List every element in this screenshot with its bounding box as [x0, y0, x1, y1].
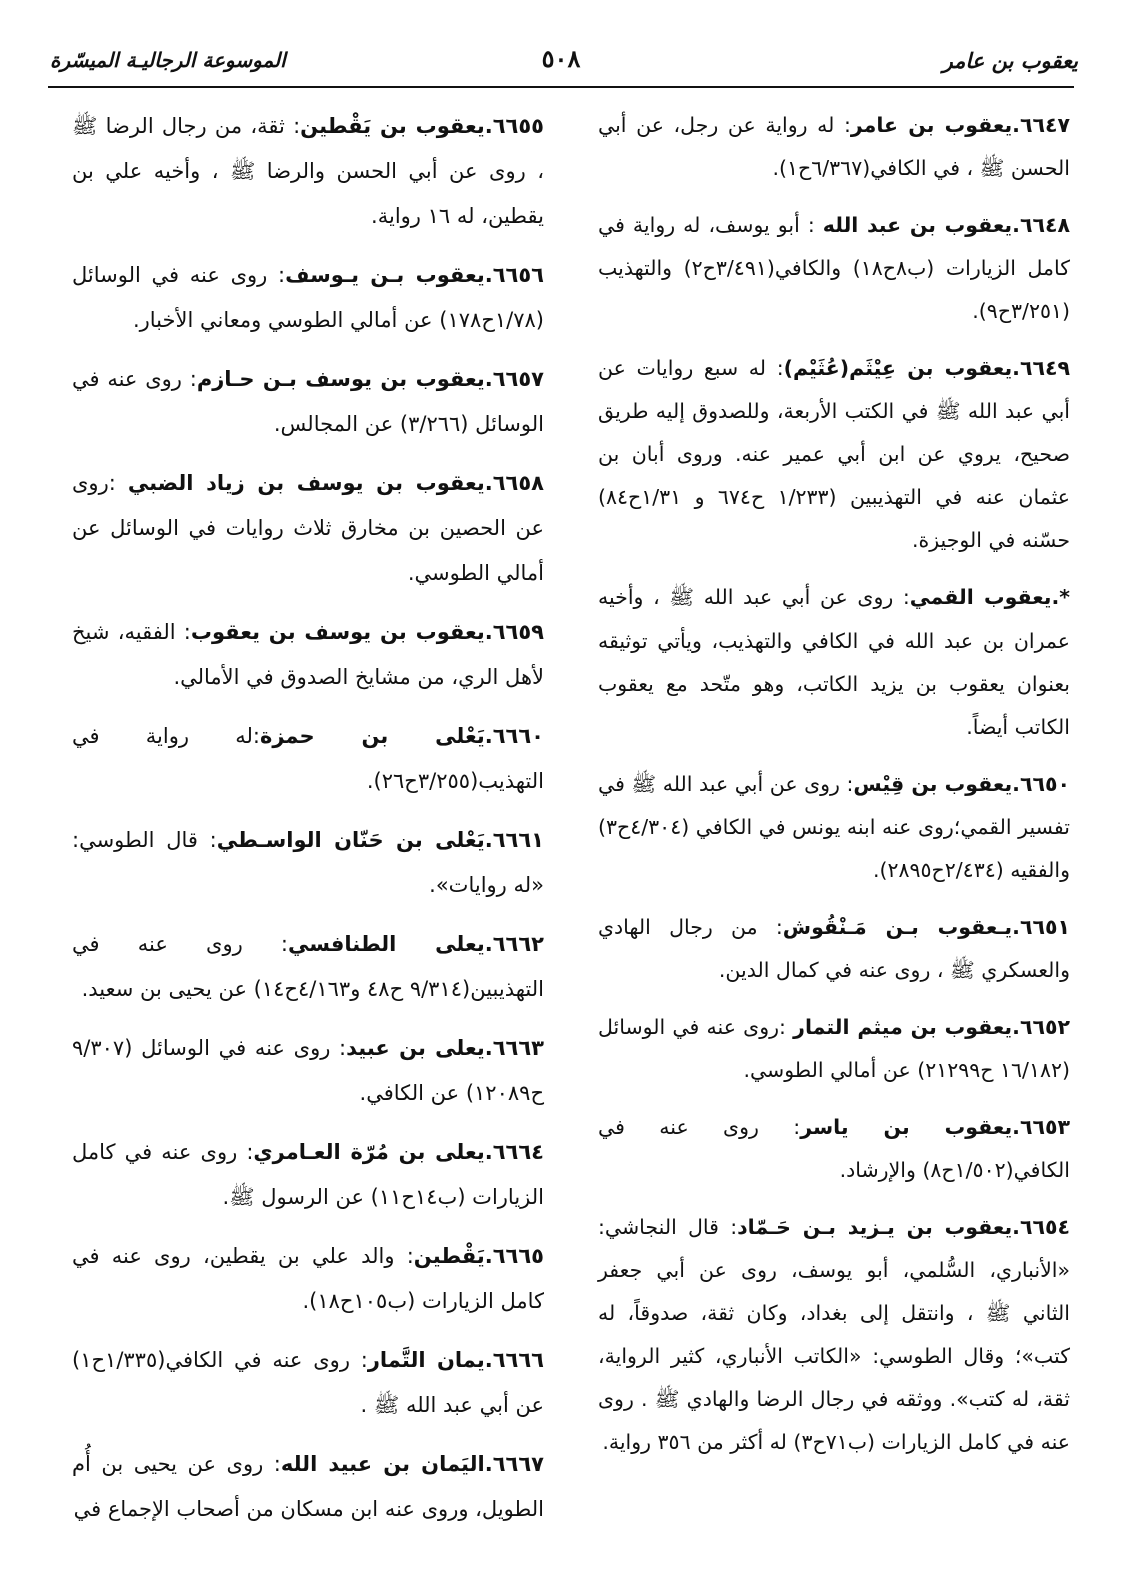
entry-text: : روى عنه في الوسائل (٩/٣٠٧ ح١٢٠٨٩) عن الكافي. — [72, 1036, 544, 1105]
entry-text: : قال النجاشي: «الأنباري، السُّلمي، أبو يوسف، روى عن أبي جعفر الثاني ﷺ ، وانتقل إلى بغداد، وكان ثقة، صدوقاً، له كتب»؛ وقال الطوسي: «الكاتب الأنباري، كثير الرواية، ثقة، له كتب». ووثقه في رجال الرضا والهادي ﷺ . روى عنه في كامل الزيارات (ب٧١ح٣) له أكثر من ٣٥٦ رواية. — [598, 1215, 1070, 1455]
entry-text: : له سبع روايات عن أبي عبد الله ﷺ في الكتب الأربعة، وللصدوق إليه طريق صحيح، يروي عن ابن أبي عمير عنه. وروى أبان بن عثمان عنه في التهذيبين (١/٢٣٣ ح٦٧٤ و ١/٣١ح٨٤) حسّنه في الوجيزة. — [598, 356, 1071, 553]
entry-text: : والد علي بن يقطين، روى عنه في كامل الزيارات (ب١٠٥ح١٨). — [72, 1244, 544, 1313]
entry-number: ٦٦٤٩. — [1012, 356, 1070, 381]
biography-entry — [72, 1234, 544, 1324]
entry-number: ٦٦٥٣. — [1012, 1114, 1070, 1139]
entry-text: : أبو يوسف، له رواية في كامل الزيارات (ب٨ح١٨) والكافي(٣/٤٩١ح٢) والتهذيب (٣/٢٥١ح٩). — [598, 213, 1071, 324]
entry-number: ٦٦٥٢. — [1012, 1014, 1070, 1039]
biography-entry — [72, 610, 544, 700]
entry-text: : من رجال الهادي والعسكري ﷺ ، روى عنه في كمال الدين. — [598, 914, 1070, 982]
entry-number: ٦٦٥١. — [1012, 914, 1070, 939]
entry-name: يعقوب بن عِيْثَم(عُثَيْم) — [783, 356, 1013, 381]
entry-number: ٦٦٥٨. — [484, 471, 544, 495]
entry-text: : روى عن يحيى بن أُم الطويل، وروى عنه ابن مسكان من أصحاب الإجماع في — [72, 1452, 544, 1521]
entry-number: ٦٦٦٢. — [484, 932, 544, 956]
entry-name: يمان التَّمار — [367, 1348, 485, 1372]
biography-entry — [598, 576, 1070, 748]
biography-entry — [598, 104, 1070, 190]
entry-text: : روى عنه في الكافي(١/٥٠٢ح٨) والإرشاد. — [598, 1114, 1070, 1183]
entry-name: يعقوب بن ميثم التمار — [793, 1014, 1013, 1039]
biography-entry — [598, 1006, 1070, 1092]
biography-entry — [72, 1130, 544, 1220]
biography-entry — [72, 1442, 544, 1532]
entry-text: : روى عنه في الوسائل (١/٧٨ح١٧٨) عن أمالي الطوسي ومعاني الأخبار. — [72, 263, 544, 332]
biography-entry — [72, 253, 544, 343]
entry-name: يعقوب بن يوسف بن زياد الضبي — [127, 471, 485, 495]
entry-name: اليَمان بن عبيد الله — [280, 1452, 485, 1476]
running-head-entry: يعقوب بن عامر — [942, 48, 1078, 73]
entry-text: : روى عنه في الوسائل (٣/٢٦٦) عن المجالس. — [72, 367, 544, 436]
entry-name: يَقْطين — [413, 1244, 485, 1268]
entry-number: ٦٦٦٧. — [484, 1452, 544, 1476]
entry-text: : روى عن أبي عبد الله ﷺ ، وأخيه عمران بن عبد الله في الكافي والتهذيب، ويأتي توثيقه بعنوان يعقوب بن يزيد الكاتب، وهو متّحد مع يعقوب الكاتب أيضاً. — [598, 585, 1070, 739]
page-header — [44, 40, 1078, 84]
entry-number: *. — [1051, 585, 1070, 610]
left-column — [72, 104, 544, 1546]
biography-entry — [598, 347, 1070, 562]
entry-name: يعقوب بن عامر — [850, 113, 1013, 137]
entry-name: يعلى الطنافسي — [288, 932, 485, 956]
biography-entry — [72, 922, 544, 1012]
entry-text: : الفقيه، شيخ لأهل الري، من مشايخ الصدوق في الأمالي. — [72, 620, 544, 689]
entry-name: يعقوب بن قِيْس — [853, 771, 1013, 796]
entry-number: ٦٦٤٨. — [1012, 213, 1070, 238]
biography-entry — [598, 1106, 1070, 1192]
entry-name: يعقوب القمي — [909, 585, 1052, 610]
entry-text: :روى عنه في الوسائل (١٦/١٨٢ ح٢١٢٩٩) عن أمالي الطوسي. — [598, 1014, 1070, 1082]
entry-name: يَعْلى بن حمزة — [259, 724, 485, 748]
entry-text: : روى عن أبي عبد الله ﷺ في تفسير القمي؛روى عنه ابنه يونس في الكافي (٤/٣٠٤ح٣) والفقيه (٢/٤٣٤ح٢٨٩٥). — [598, 771, 1070, 882]
entry-number: ٦٦٦٦. — [484, 1348, 544, 1372]
entry-name: يعقوب بن يوسف بـن حـازم — [196, 367, 485, 391]
entry-number: ٦٦٦٤. — [484, 1140, 544, 1164]
right-column — [598, 104, 1070, 1478]
biography-entry — [72, 357, 544, 447]
entry-name: يعقوب بن ياسر — [800, 1114, 1013, 1139]
entry-text: : له رواية عن رجل، عن أبي الحسن ﷺ ، في الكافي(٦/٣٦٧ح١). — [598, 113, 1070, 181]
biography-entry — [72, 818, 544, 908]
entry-number: ٦٦٥٤. — [1012, 1215, 1070, 1240]
entry-number: ٦٦٦٣. — [484, 1036, 544, 1060]
entry-number: ٦٦٦٠. — [484, 724, 544, 748]
page-number: ٥٠٨ — [541, 44, 581, 73]
entry-number: ٦٦٥٧. — [484, 367, 544, 391]
entry-name: يعلى بن مُرّة العـامري — [253, 1140, 485, 1164]
entry-name: يـعقوب بـن مَـنْقُوش — [782, 914, 1013, 939]
biography-entry — [72, 461, 544, 596]
entry-text: :روى عن الحصين بن مخارق ثلاث روايات في الوسائل عن أمالي الطوسي. — [72, 471, 544, 585]
entry-name: يعقوب بـن يـوسف — [285, 263, 485, 287]
entry-number: ٦٦٥٦. — [484, 263, 544, 287]
biography-entry — [598, 1206, 1070, 1464]
entry-number: ٦٦٥٠. — [1012, 771, 1070, 796]
entry-name: يعقوب بن يـزيد بـن حَـمّاد — [737, 1215, 1013, 1240]
entry-name: يعلى بن عبيد — [346, 1036, 485, 1060]
biography-entry — [598, 204, 1070, 333]
biography-entry — [72, 1026, 544, 1116]
entry-text: : روى عنه في كامل الزيارات (ب١٤ح١١) عن الرسول ﷺ. — [72, 1140, 544, 1209]
entry-number: ٦٦٥٥. — [484, 114, 545, 138]
biography-entry — [72, 714, 544, 804]
entry-number: ٦٦٦١. — [484, 828, 544, 852]
biography-entry — [72, 104, 544, 239]
entry-number: ٦٦٥٩. — [484, 620, 544, 644]
biography-entry — [72, 1338, 544, 1428]
entry-text: : ثقة، من رجال الرضا ﷺ ، روى عن أبي الحسن والرضا ﷺ ، وأخيه علي بن يقطين، له ١٦ رواية. — [72, 114, 544, 228]
entry-name: يَعْلى بن حَنّان الواسـطي — [216, 828, 485, 852]
entry-name: يعقوب بن يَقْطين — [300, 114, 485, 138]
entry-text: :له رواية في التهذيب(٣/٢٥٥ح٢٦). — [72, 724, 544, 793]
header-rule — [48, 86, 1074, 88]
entry-number: ٦٦٦٥. — [484, 1244, 544, 1268]
running-head-book-title: الموسوعة الرجاليـة الميسّرة — [50, 48, 286, 72]
biography-entry — [598, 763, 1070, 892]
entry-name: يعقوب بن يوسف بن يعقوب — [190, 620, 485, 644]
entry-text: : روى عنه في التهذيبين(٩/٣١٤ ح٤٨ و٤/١٦٣ح١٤) عن يحيى بن سعيد. — [72, 932, 544, 1001]
entry-number: ٦٦٤٧. — [1012, 113, 1071, 137]
entry-name: يعقوب بن عبد الله — [822, 213, 1013, 238]
entry-text: : روى عنه في الكافي(١/٣٣٥ح١) عن أبي عبد الله ﷺ . — [72, 1348, 544, 1417]
entry-text: : قال الطوسي: «له روايات». — [72, 828, 544, 897]
biography-entry — [598, 906, 1070, 992]
